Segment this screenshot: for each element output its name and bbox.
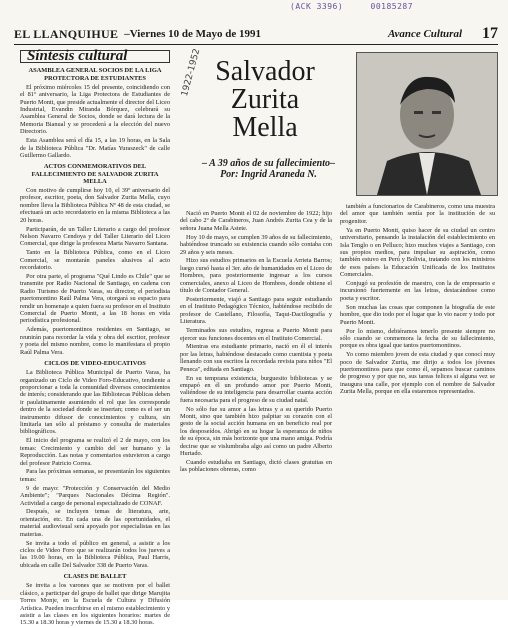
kicker-text: – A 39 años de su fallecimiento– xyxy=(202,158,335,169)
title-line: Salvador xyxy=(215,56,315,87)
article-paragraph: Hoy 10 de mayo, se cumplen 39 años de su fallecimiento, habiéndose truncado su existencia cuando sólo contaba con 29 años y seis meses. xyxy=(180,233,332,256)
page-number: 17 xyxy=(482,25,498,42)
article-paragraph: también a funcionarios de Carabineros, como una muestra del amor que también sentía por la institución de su progenitor. xyxy=(340,203,495,225)
issue-date: –Viernes 10 de Mayo de 1991 xyxy=(124,28,262,40)
article-paragraph: Terminados sus estudios, regresa a Puerto Montt para ejercer sus funciones docentes en el Instituto Comercial. xyxy=(180,327,332,342)
title-line: Zurita xyxy=(230,84,300,115)
article-paragraph: Conjugó su profesión de maestro, con la de empresario e incursionó fuertemente en las letras, destacándose como poeta y escritor. xyxy=(340,280,495,302)
section-heading: ACTOS CONMEMORATIVOS DEL FALLECIMIENTO DE SALVADOR ZURITA MELLA xyxy=(31,163,159,185)
archive-code-1: (ACK 3396) xyxy=(290,2,344,11)
section-heading: ASAMBLEA GENERAL SOCIOS DE LA LIGA PROTECTORA DE ESTUDIANTES xyxy=(28,67,162,82)
article-paragraph: Yo como miembro joven de esta ciudad y que conocí muy poco de Salvador Zurita, me dirijo a todos los jóvenes puertomontinos para que como él, sepamos buscar caminos de progreso y por que no, sus tareas felices si alguna vez se inaugura una calle, por ejemplo con el nombre de Salvador Zurita Mella, porque en ella estaremos representados. xyxy=(340,351,495,396)
section-paragraph: Tanto en la Biblioteca Pública, como en el Liceo Comercial, se montarán paneles alusivos al acto recordatorio. xyxy=(20,249,170,272)
title-line: Mella xyxy=(232,112,298,143)
section-paragraph: Se invita a los varones que se motiven por el ballet clásico, a participar del grupo de ballet que dirige Marujita Torres Monje, en la Escuela de Cultura y Difusión Artística. Pueden inscribirse en el mismo establecimiento y asistir a las clases en los siguientes horarios: martes de 15.30 a 18.30 horas y viernes de 15.30 a 18.30 horas. xyxy=(20,582,170,627)
masthead xyxy=(14,24,498,45)
section-paragraph: Además, puertomontinos residentes en Santiago, se reunirán para recordar la vida y obra del escritor, profesor y poeta del mismo nombre, como lo manifestara el propio Raúl Palma Vera. xyxy=(20,326,170,356)
section-heading: CLASES DE BALLET xyxy=(63,573,127,581)
article-paragraph: No sólo fue su amor a las letras y a su querido Puerto Montt, sino que también hizo palpitar su corazón con el gesto de la social acción humana en un beneficio real por los desposeídos. Abrigó en su hogar la esperanza de niños de su época, sin más horizonte que una mano amiga. Podría decirse que se vislumbraba algo así como un padre Alberto Hurtado. xyxy=(180,405,332,458)
article-title xyxy=(195,58,335,142)
section-paragraph: Se invita a todo el público en general, a asistir a los ciclos de Video Foro que se realizarán todos los jueves a las 19.00 horas, en la Biblioteca Pública, Paul Harris, ubicada en calle Del Salvador 338 de Puerto Varas. xyxy=(20,539,170,569)
section-paragraph: Esta Asamblea será el día 15, a las 19 horas, en la Sala de la Biblioteca Pública "Dr. Matías Yuraszeck" de calle Guillermo Gallardo. xyxy=(20,137,170,159)
section-paragraph: Participarán, de un Taller Literario a cargo del profesor Nelson Navarro Cendoya y del Taller Literario del Liceo Comercial, que dirige la profesora Marta Navarro Santana. xyxy=(20,225,170,248)
section-paragraph: Para las próximas semanas, se presentarán los siguientes temas: xyxy=(20,468,170,483)
handwritten-note: 1922-1952 xyxy=(180,47,203,98)
section-paragraph: El próximo miércoles 15 del presente, coincidiendo con el 81º aniversario, la Liga Protectora de Estudiantes de Puerto Montt, que preside actualmente el director del Liceo Industrial, Evandin Miranda Bórquez, celebrará su Asamblea General de Socios, donde se dará lectura de la Memoria Bianual y se procederá a la elección del nuevo Directorio. xyxy=(20,83,170,136)
newspaper-name: EL LLANQUIHUE xyxy=(14,26,119,41)
article-paragraph: Cuando estudiaba en Santiago, dictó clases gratuitas en las poblaciones obreras, como xyxy=(180,459,332,474)
portrait-image xyxy=(357,53,497,195)
section-paragraph: El inicio del programa se realizó el 2 de mayo, con los temas: Crecimiento y cambio del ser humano y la Reproducción. Las notas y comentarios estuvieron a cargo del profesor Patricio Correa. xyxy=(20,437,170,467)
article-paragraph: Mientras era estudiante primario, nació en él el interés por las letras, habiéndose destacado como cuentista y poeta llenando con sus escritos la recordada revista para niños "El Peneca", editada en Santiago. xyxy=(180,343,332,373)
article-kicker xyxy=(186,158,351,180)
archive-stamp xyxy=(290,2,435,11)
sintesis-title: Síntesis cultural xyxy=(20,50,170,63)
section-paragraph: La Biblioteca Pública Municipal de Puerto Varas, ha organizado un Ciclo de Video Foro-Educativo, tendiente a proporcionar a toda la comunidad diversos conocimientos de interés; considerando que las Bibliotecas Públicas deben ir paulatinamente asumiendo el rol que les corresponde dentro de la sociedad donde se insertan; como es el ser un instrumento difusor de conocimientos y cultura, sin limitarla tan sólo al préstamo y consulta de materiales bibliográficos. xyxy=(20,369,170,436)
article-paragraph: Por lo mismo, debiéramos tenerlo presente siempre no sólo cuando se conmemora la fecha de su fallecimiento, porque es obra igual que tantos puertomontinos. xyxy=(340,327,495,350)
section-paragraph: Después, se incluyen temas de literatura, arte, orientación, etc. En cada una de las oportunidades, el material audiovisual será apoyado por especialistas en las materias. xyxy=(20,508,170,538)
article-column-right xyxy=(340,203,495,397)
archive-code-2: 00185287 xyxy=(370,2,414,11)
article-paragraph: Nació en Puerto Montt el 02 de noviembre de 1922; hijo del cabo 2º de Carabineros, Juan Andrés Zurita Cea y de la señora Juana Mella Astete. xyxy=(180,210,332,232)
section-name: Avance Cultural xyxy=(387,28,462,40)
article-paragraph: Hizo sus estudios primarios en la Escuela Arrieta Barros; luego cursó hasta el 3er. año de humanidades en el Liceo de Hombres, para posteriormente ingresar a los cursos comerciales, anexo al Liceo de Hombres, donde obtiene el título de Contador General. xyxy=(180,257,332,295)
article-column-middle xyxy=(180,210,332,475)
article-paragraph: Ya en Puerto Montt, quiso hacer de su ciudad un centro universitario, pensando la instalación del establecimiento en Isla Tenglo o en Pelluco; hizo muchos viajes a Santiago, con sus propios medios, para impulsar su aspiración, como también estuvo en Perú y Bolivia, tratando con los ministros de esos países la Educación Unificada de los Institutos Comerciales. xyxy=(340,226,495,279)
article-paragraph: En su temprana existencia, burguesito bibliotecas y se empapó en él un profundo amor por Puerto Montt, valiéndose de su inteligencia para desarrollar cuanta acción fuera necesaria para el progreso de su ciudad natal. xyxy=(180,374,332,404)
section-paragraph: 9 de mayo: "Protección y Conservación del Medio Ambiente"; "Parques Nacionales Décima Región". Actividad a cargo de personal especializado de CONAF. xyxy=(20,484,170,507)
sintesis-column xyxy=(20,50,170,628)
section-paragraph: Con motivo de cumplirse hoy 10, el 39º aniversario del profesor, escritor, poeta, don Salvador Zurita Mella, cuyo nombre lleva la Biblioteca Pública Nº 48 de esta ciudad, se efectuará un acto recordatorio en la misma Biblioteca a las 20 horas. xyxy=(20,186,170,224)
portrait-photo xyxy=(356,52,498,196)
section-paragraph: Por otra parte, el programa "Qué Lindo es Chile" que se transmite por Radio Nacional de Santiago, en cadena con Radio Turismo de Puerto Varas, su director, el periodista puertomontino Raúl Palma Vera, otorgará su espacio para rendir un homenaje a quien fuera su profesor en el Instituto Comercial de Puerto Montt, a las 18 horas en vida periodística profesional. xyxy=(20,272,170,325)
section-heading: CICLOS DE VIDEO-EDUCATIVOS xyxy=(44,359,146,367)
sintesis-sections xyxy=(20,67,170,626)
byline: Por: Ingrid Araneda N. xyxy=(220,169,317,180)
article-paragraph: Son muchas las cosas que componen la biografía de este hombre, que dio todo por el lugar que lo vio nacer y todo por Puerto Montt. xyxy=(340,303,495,326)
article-paragraph: Posteriormente, viajó a Santiago para seguir estudiando en el Instituto Pedagógico Técnico, habiéndose recibido de profesor de Castellano, Filosofía, Taqui-Dactilografía y Literatura. xyxy=(180,295,332,326)
